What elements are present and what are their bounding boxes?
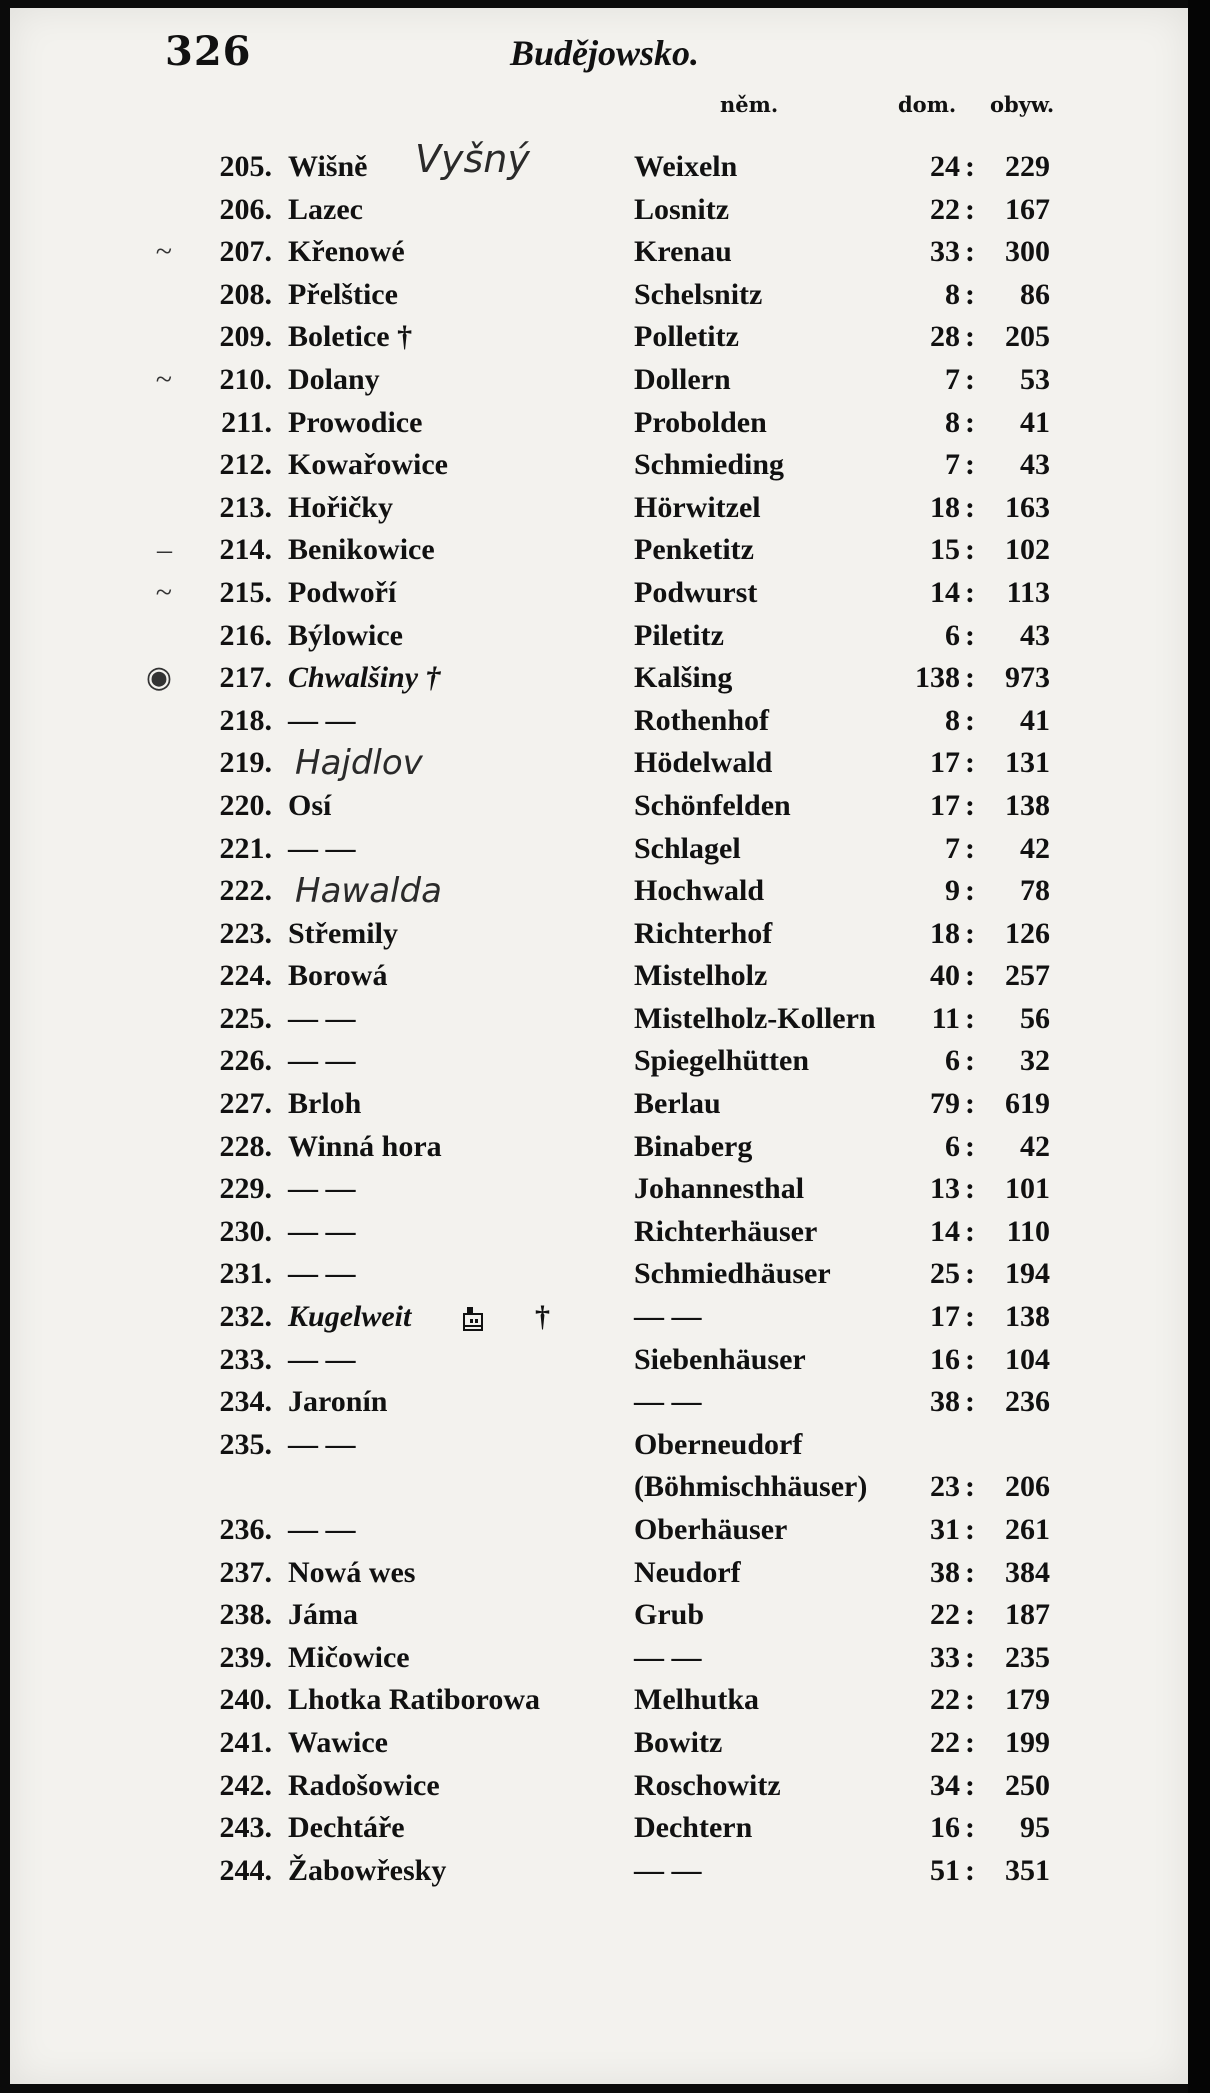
- czech-name: — —: [288, 1001, 356, 1035]
- table-row: [10, 231, 1188, 274]
- czech-name: Kowařowice: [288, 448, 448, 482]
- czech-name: — —: [288, 1257, 356, 1291]
- row-number: 218.: [219, 703, 272, 737]
- separator: :: [965, 1300, 975, 1334]
- table-row: [10, 1509, 1188, 1552]
- separator: :: [965, 959, 975, 993]
- czech-name: Kugelweit: [288, 1300, 412, 1334]
- czech-name: Radošowice: [288, 1768, 440, 1802]
- czech-name: — —: [288, 1513, 356, 1546]
- house-count: 22: [930, 1683, 960, 1717]
- german-name: Spiegelhütten: [634, 1044, 810, 1078]
- table-row: [10, 955, 1188, 998]
- house-count: 33: [930, 1640, 960, 1674]
- table-row: [10, 1296, 1188, 1339]
- running-title: Budějowsko.: [510, 33, 700, 73]
- house-count: 14: [930, 575, 960, 609]
- czech-name: Dechtáře: [288, 1811, 405, 1845]
- row-number: 209.: [219, 320, 272, 354]
- separator: :: [965, 916, 975, 950]
- house-count: 7: [945, 448, 960, 482]
- inhabitant-count: 95: [1020, 1811, 1050, 1845]
- row-number: 210.: [219, 362, 272, 396]
- row-number: 230.: [219, 1214, 272, 1248]
- inhabitant-count: 138: [1005, 788, 1050, 822]
- german-name: Melhutka: [634, 1683, 760, 1717]
- table-row: [10, 742, 1188, 785]
- inhabitant-count: 163: [1005, 490, 1050, 524]
- german-name: Siebenhäuser: [634, 1342, 806, 1376]
- row-number: 244.: [219, 1853, 272, 1887]
- table-row: [10, 1040, 1188, 1083]
- house-count: 13: [930, 1172, 960, 1206]
- row-number: 238.: [219, 1598, 272, 1632]
- table-row: [10, 487, 1188, 530]
- table-row: [10, 1211, 1188, 1254]
- table-row: [10, 828, 1188, 871]
- german-name: Binaberg: [634, 1129, 753, 1163]
- czech-name: Nowá wes: [288, 1555, 416, 1589]
- czech-name: — —: [288, 1342, 356, 1376]
- german-name: — —: [634, 1640, 702, 1674]
- separator: :: [965, 1001, 975, 1035]
- separator: :: [965, 448, 975, 482]
- separator: :: [965, 1214, 975, 1248]
- czech-name: Křenowé: [288, 235, 405, 269]
- separator: :: [965, 533, 975, 567]
- inhabitant-count: 113: [1006, 575, 1050, 609]
- inhabitant-count: 179: [1005, 1683, 1050, 1717]
- czech-name: Prowodice: [288, 405, 423, 439]
- czech-name: — —: [288, 703, 356, 737]
- german-name: — —: [634, 1853, 702, 1887]
- german-name: Hörwitzel: [634, 490, 761, 524]
- czech-name: Wawice: [288, 1725, 388, 1759]
- row-number: 227.: [219, 1087, 272, 1121]
- table-row: [10, 913, 1188, 956]
- row-number: 229.: [219, 1172, 272, 1206]
- row-number: 222.: [219, 874, 272, 908]
- inhabitant-count: 619: [1005, 1087, 1050, 1121]
- inhabitant-count: 131: [1005, 746, 1050, 780]
- separator: :: [965, 1129, 975, 1163]
- row-number: 219.: [219, 746, 272, 780]
- inhabitant-count: 42: [1020, 831, 1050, 865]
- table-row: [10, 1552, 1188, 1595]
- czech-name: Boletice †: [288, 320, 413, 354]
- row-number: 242.: [219, 1768, 272, 1802]
- table-row: [10, 657, 1188, 700]
- house-count: 138: [915, 661, 960, 695]
- house-count: 51: [930, 1853, 960, 1887]
- german-name: Krenau: [634, 235, 732, 269]
- german-name: Rothenhof: [634, 703, 770, 737]
- separator: :: [965, 661, 975, 695]
- separator: :: [965, 874, 975, 908]
- row-number: 205.: [219, 150, 272, 183]
- house-count: 18: [930, 916, 960, 950]
- german-name: Roschowitz: [634, 1768, 781, 1802]
- separator: :: [965, 405, 975, 439]
- row-number: 228.: [219, 1129, 272, 1163]
- page-number: 326: [165, 28, 252, 75]
- separator: :: [965, 150, 975, 183]
- inhabitant-count: 104: [1005, 1342, 1050, 1376]
- row-number: 213.: [219, 490, 272, 524]
- german-name: Grub: [634, 1598, 705, 1632]
- castle-icon: [462, 1304, 484, 1332]
- table-row: [10, 316, 1188, 359]
- german-name: Mistelholz-Kollern: [634, 1001, 876, 1035]
- separator: :: [965, 192, 975, 226]
- inhabitant-count: 384: [1005, 1555, 1050, 1589]
- inhabitant-count: 32: [1020, 1044, 1050, 1078]
- row-number: 235.: [219, 1427, 272, 1461]
- inhabitant-count: 973: [1005, 661, 1050, 695]
- house-count: 8: [945, 703, 960, 737]
- separator: :: [965, 575, 975, 609]
- table-row: [10, 1168, 1188, 1211]
- handwritten-name: Vyšný: [415, 137, 530, 181]
- czech-name: — —: [288, 1214, 356, 1248]
- house-count: 22: [930, 1598, 960, 1632]
- german-name: Oberneudorf: [634, 1427, 803, 1461]
- row-number: 243.: [219, 1811, 272, 1845]
- row-number: 240.: [219, 1683, 272, 1717]
- czech-name: Hořičky: [288, 490, 393, 524]
- german-name: Schlagel: [634, 831, 741, 865]
- separator: :: [965, 1811, 975, 1845]
- column-header-german: něm.: [720, 92, 779, 117]
- inhabitant-count: 167: [1005, 192, 1050, 226]
- czech-name: Chwalšiny †: [288, 661, 441, 695]
- house-count: 6: [945, 618, 960, 652]
- house-count: 8: [945, 277, 960, 311]
- german-name: Schmiedhäuser: [634, 1257, 831, 1291]
- czech-name: Benikowice: [288, 533, 435, 567]
- table-row: [10, 572, 1188, 615]
- german-name: Penketitz: [634, 533, 754, 567]
- separator: :: [965, 1683, 975, 1717]
- german-name: — —: [634, 1300, 702, 1334]
- table-row: [10, 402, 1188, 445]
- german-name: Hochwald: [634, 874, 765, 908]
- inhabitant-count: 78: [1020, 874, 1050, 908]
- inhabitant-count: 126: [1005, 916, 1050, 950]
- czech-name: Mičowice: [288, 1640, 410, 1674]
- separator: :: [965, 235, 975, 269]
- house-count: 17: [930, 788, 960, 822]
- german-name-continued: (Böhmischhäuser): [634, 1470, 868, 1504]
- separator: :: [965, 320, 975, 354]
- inhabitant-count: 250: [1005, 1768, 1050, 1802]
- separator: :: [965, 618, 975, 652]
- german-name: Dechtern: [634, 1811, 753, 1845]
- inhabitant-count: 56: [1020, 1001, 1050, 1035]
- czech-name: Střemily: [288, 916, 398, 950]
- inhabitant-count: 41: [1020, 405, 1050, 439]
- table-row: [10, 1594, 1188, 1637]
- czech-name: Býlowice: [288, 618, 403, 652]
- separator: :: [965, 703, 975, 737]
- house-count: 11: [931, 1001, 960, 1035]
- inhabitant-count: 229: [1005, 150, 1050, 183]
- row-number: 231.: [219, 1257, 272, 1291]
- row-number: 211.: [221, 405, 272, 439]
- separator: :: [965, 1513, 975, 1546]
- czech-name: Osí: [288, 788, 332, 822]
- german-name: Hödelwald: [634, 746, 773, 780]
- row-number: 241.: [219, 1725, 272, 1759]
- house-count: 38: [930, 1555, 960, 1589]
- row-number: 217.: [219, 661, 272, 695]
- separator: :: [965, 1385, 975, 1419]
- table-row: [10, 1722, 1188, 1765]
- row-number: 236.: [219, 1513, 272, 1546]
- inhabitant-count: 194: [1005, 1257, 1050, 1291]
- house-count: 15: [930, 533, 960, 567]
- separator: :: [965, 746, 975, 780]
- row-number: 223.: [219, 916, 272, 950]
- czech-name: — —: [288, 831, 356, 865]
- house-count: 6: [945, 1129, 960, 1163]
- row-number: 237.: [219, 1555, 272, 1589]
- table-row: [10, 359, 1188, 402]
- german-name: Polletitz: [634, 320, 739, 354]
- czech-name: Jáma: [288, 1598, 358, 1632]
- czech-name: — —: [288, 1172, 356, 1206]
- table-row: [10, 870, 1188, 913]
- row-number: 226.: [219, 1044, 272, 1078]
- house-count: 14: [930, 1214, 960, 1248]
- separator: :: [965, 1598, 975, 1632]
- house-count: 31: [930, 1513, 960, 1546]
- table-row: [10, 1424, 1188, 1509]
- inhabitant-count: 205: [1005, 320, 1050, 354]
- inhabitant-count: 110: [1006, 1214, 1050, 1248]
- german-name: Berlau: [634, 1087, 721, 1121]
- inhabitant-count: 206: [1005, 1470, 1050, 1504]
- house-count: 22: [930, 1725, 960, 1759]
- inhabitant-count: 41: [1020, 703, 1050, 737]
- table-row: [10, 1126, 1188, 1169]
- house-count: 40: [930, 959, 960, 993]
- separator: :: [965, 277, 975, 311]
- house-count: 23: [930, 1470, 960, 1504]
- inhabitant-count: 187: [1005, 1598, 1050, 1632]
- inhabitant-count: 351: [1005, 1853, 1050, 1887]
- inhabitant-count: 42: [1020, 1129, 1050, 1163]
- page-header: [10, 28, 1188, 78]
- czech-name: Lazec: [288, 192, 363, 226]
- german-name: Kalšing: [634, 661, 733, 695]
- table-row: [10, 998, 1188, 1041]
- scan-edge: [1188, 0, 1210, 2093]
- german-name: — —: [634, 1385, 702, 1419]
- handwritten-name: Hawalda: [295, 871, 442, 912]
- column-header-houses: dom.: [898, 92, 957, 117]
- house-count: 34: [930, 1768, 960, 1802]
- german-name: Richterhof: [634, 916, 773, 950]
- inhabitant-count: 102: [1005, 533, 1050, 567]
- czech-name: Brloh: [288, 1087, 362, 1121]
- row-number: 207.: [219, 235, 272, 269]
- separator: :: [965, 1470, 975, 1504]
- inhabitant-count: 236: [1005, 1385, 1050, 1419]
- inhabitant-count: 235: [1005, 1640, 1050, 1674]
- table-row: [10, 1765, 1188, 1808]
- inhabitant-count: 43: [1020, 448, 1050, 482]
- czech-name: Jaronín: [288, 1385, 388, 1419]
- column-headers: [10, 92, 1188, 122]
- house-count: 24: [930, 150, 960, 183]
- german-name: Probolden: [634, 405, 767, 439]
- table-row: [10, 1807, 1188, 1850]
- german-name: Johannesthal: [634, 1172, 805, 1206]
- table-row: [10, 529, 1188, 572]
- table-row: [10, 274, 1188, 317]
- separator: :: [965, 1853, 975, 1887]
- german-name: Podwurst: [634, 575, 758, 609]
- german-name: Schmieding: [634, 448, 785, 482]
- separator: :: [965, 831, 975, 865]
- german-name: Dollern: [634, 362, 731, 396]
- house-count: 7: [945, 831, 960, 865]
- row-number: 214.: [219, 533, 272, 567]
- house-count: 6: [945, 1044, 960, 1078]
- czech-name: Žabowřesky: [288, 1853, 447, 1887]
- separator: :: [965, 1725, 975, 1759]
- table-row: [10, 1637, 1188, 1680]
- inhabitant-count: 101: [1005, 1172, 1050, 1206]
- german-name: Bowitz: [634, 1725, 723, 1759]
- inhabitant-count: 300: [1005, 235, 1050, 269]
- house-count: 9: [945, 874, 960, 908]
- village-table: [10, 137, 1188, 1892]
- german-name: Weixeln: [634, 150, 738, 183]
- german-name: Mistelholz: [634, 959, 768, 993]
- separator: :: [965, 1555, 975, 1589]
- table-row: [10, 189, 1188, 232]
- handwritten-name: Hajdlov: [295, 743, 423, 784]
- german-name: Richterhäuser: [634, 1214, 818, 1248]
- inhabitant-count: 138: [1005, 1300, 1050, 1334]
- inhabitant-count: 86: [1020, 277, 1050, 311]
- row-number: 239.: [219, 1640, 272, 1674]
- czech-name: Podwoří: [288, 575, 397, 609]
- czech-name: Borowá: [288, 959, 388, 993]
- table-row: [10, 1339, 1188, 1382]
- margin-mark: ~: [155, 575, 172, 609]
- cross-mark: †: [535, 1300, 550, 1334]
- czech-name: Wišně: [288, 150, 368, 183]
- table-row: [10, 1381, 1188, 1424]
- inhabitant-count: 199: [1005, 1725, 1050, 1759]
- table-row: [10, 444, 1188, 487]
- row-number: 220.: [219, 788, 272, 822]
- house-count: 22: [930, 192, 960, 226]
- page-sheet: [10, 8, 1188, 2084]
- inhabitant-count: 53: [1020, 362, 1050, 396]
- separator: :: [965, 1172, 975, 1206]
- row-number: 221.: [219, 831, 272, 865]
- czech-name: Dolany: [288, 362, 380, 396]
- inhabitant-count: 43: [1020, 618, 1050, 652]
- margin-mark: –: [157, 533, 172, 567]
- row-number: 232.: [219, 1300, 272, 1334]
- german-name: Piletitz: [634, 618, 724, 652]
- german-name: Schönfelden: [634, 788, 791, 822]
- house-count: 79: [930, 1087, 960, 1121]
- czech-name: Přelštice: [288, 277, 398, 311]
- german-name: Schelsnitz: [634, 277, 763, 311]
- house-count: 17: [930, 1300, 960, 1334]
- house-count: 16: [930, 1811, 960, 1845]
- czech-name: Winná hora: [288, 1129, 442, 1163]
- separator: :: [965, 1342, 975, 1376]
- czech-name: — —: [288, 1044, 356, 1078]
- house-count: 25: [930, 1257, 960, 1291]
- german-name: Oberhäuser: [634, 1513, 788, 1546]
- czech-name: Lhotka Ratiborowa: [288, 1683, 540, 1717]
- house-count: 28: [930, 320, 960, 354]
- german-name: Neudorf: [634, 1555, 741, 1589]
- house-count: 17: [930, 746, 960, 780]
- table-row: [10, 1253, 1188, 1296]
- separator: :: [965, 490, 975, 524]
- row-number: 208.: [219, 277, 272, 311]
- table-row: [10, 615, 1188, 658]
- separator: :: [965, 1087, 975, 1121]
- row-number: 215.: [219, 575, 272, 609]
- inhabitant-count: 257: [1005, 959, 1050, 993]
- table-row: [10, 1083, 1188, 1126]
- margin-mark: ~: [155, 362, 172, 396]
- row-number: 233.: [219, 1342, 272, 1376]
- row-number: 216.: [219, 618, 272, 652]
- table-row: [10, 785, 1188, 828]
- separator: :: [965, 362, 975, 396]
- house-count: 7: [945, 362, 960, 396]
- house-count: 18: [930, 490, 960, 524]
- separator: :: [965, 1044, 975, 1078]
- inhabitant-count: 261: [1005, 1513, 1050, 1546]
- row-number: 224.: [219, 959, 272, 993]
- house-count: 16: [930, 1342, 960, 1376]
- margin-mark: ~: [155, 235, 172, 269]
- separator: :: [965, 1257, 975, 1291]
- separator: :: [965, 1768, 975, 1802]
- row-number: 225.: [219, 1001, 272, 1035]
- table-row: [10, 1850, 1188, 1893]
- row-number: 234.: [219, 1385, 272, 1419]
- czech-name: — —: [288, 1427, 356, 1461]
- row-number: 212.: [219, 448, 272, 482]
- row-number: 206.: [219, 192, 272, 226]
- table-row: [10, 1679, 1188, 1722]
- house-count: 33: [930, 235, 960, 269]
- separator: :: [965, 788, 975, 822]
- house-count: 8: [945, 405, 960, 439]
- german-name: Losnitz: [634, 192, 730, 226]
- house-count: 38: [930, 1385, 960, 1419]
- margin-mark: ◉: [145, 661, 172, 695]
- separator: :: [965, 1640, 975, 1674]
- column-header-inhabitants: obyw.: [990, 92, 1055, 117]
- table-row: [10, 700, 1188, 743]
- table-row: [10, 137, 1188, 189]
